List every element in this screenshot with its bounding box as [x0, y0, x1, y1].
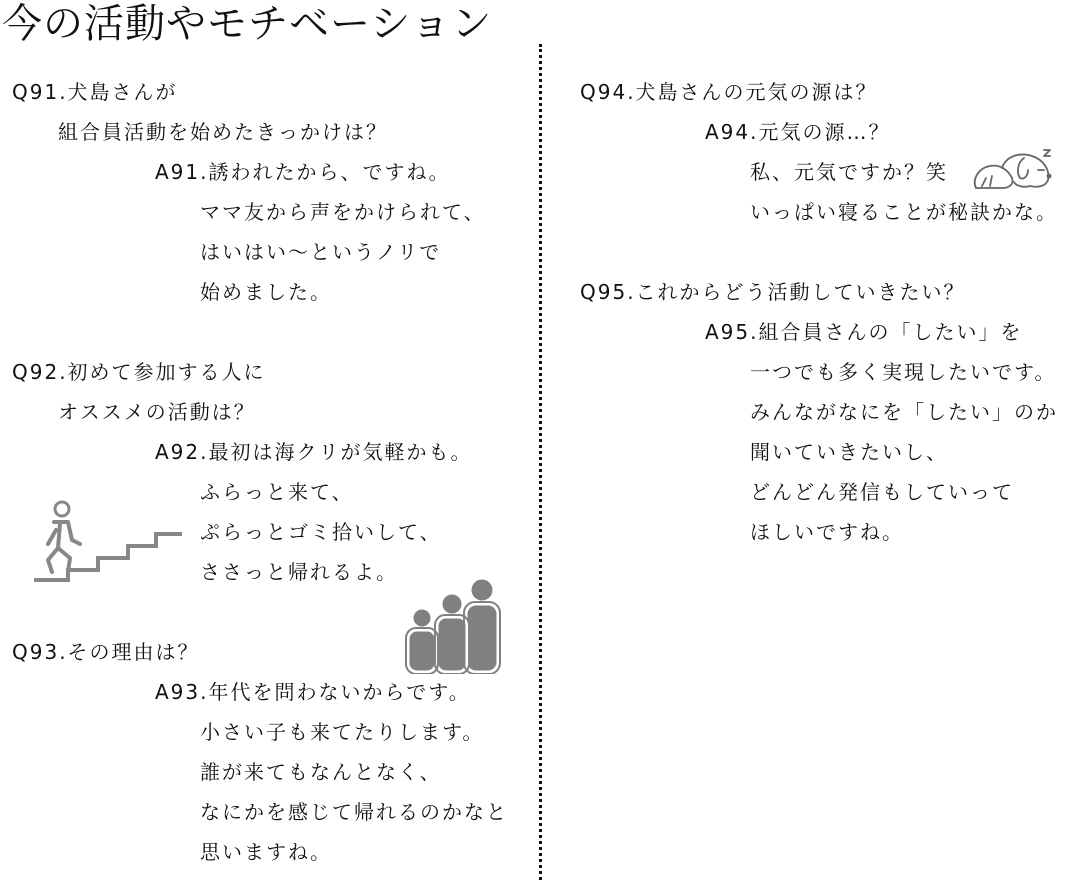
a94-answer-line: 私、元気ですか？笑: [750, 160, 948, 184]
q93-question-line: Q93.その理由は？: [12, 640, 200, 664]
family-icon: [400, 574, 504, 674]
a91-answer-line: 始めました。: [200, 280, 332, 304]
a93-answer-line: なにかを感じて帰れるのかなと: [200, 800, 508, 824]
q91-question-line: 組合員活動を始めたきっかけは？: [58, 120, 388, 144]
q92-question-line: オススメの活動は？: [58, 400, 256, 424]
column-divider: [539, 44, 542, 880]
a92-answer-line: ふらっと来て、: [200, 480, 354, 504]
a93-answer-line: 誰が来てもなんとなく、: [200, 760, 442, 784]
a95-answer-line: みんながなにを「したい」のか: [750, 400, 1058, 424]
stairs-climber-icon: [30, 498, 186, 586]
q94-question-line: Q94.犬島さんの元気の源は？: [580, 80, 878, 104]
a92-answer-line: ぷらっとゴミ拾いして、: [200, 520, 442, 544]
q91-question-line: Q91.犬島さんが: [12, 80, 178, 104]
a93-answer-line: 小さい子も来てたりします。: [200, 720, 485, 744]
q95-question-line: Q95.これからどう活動していきたい？: [580, 280, 966, 304]
a93-answer-line: 思いますね。: [200, 840, 332, 864]
a95-answer-line: ほしいですね。: [750, 520, 904, 544]
a91-answer-line: ママ友から声をかけられて、: [200, 200, 486, 224]
a94-answer-line: A94.元気の源…？: [705, 120, 891, 144]
page-title: 今の活動やモチベーション: [2, 1, 493, 47]
sleeping-dog-icon: [968, 146, 1056, 194]
a92-answer-line: A92.最初は海クリが気軽かも。: [155, 440, 473, 464]
a95-answer-line: 一つでも多く実現したいです。: [750, 360, 1057, 384]
a93-answer-line: A93.年代を問わないからです。: [155, 680, 471, 704]
a95-answer-line: 聞いていきたいし、: [750, 440, 948, 464]
a92-answer-line: ささっと帰れるよ。: [200, 560, 398, 584]
a95-answer-line: どんどん発信もしていって: [750, 480, 1014, 504]
q92-question-line: Q92.初めて参加する人に: [12, 360, 266, 384]
a95-answer-line: A95.組合員さんの「したい」を: [705, 320, 1023, 344]
a91-answer-line: はいはい～というノリで: [200, 240, 442, 264]
a91-answer-line: A91.誘われたから、ですね。: [155, 160, 451, 184]
a94-answer-line: いっぱい寝ることが秘訣かな。: [750, 200, 1058, 224]
